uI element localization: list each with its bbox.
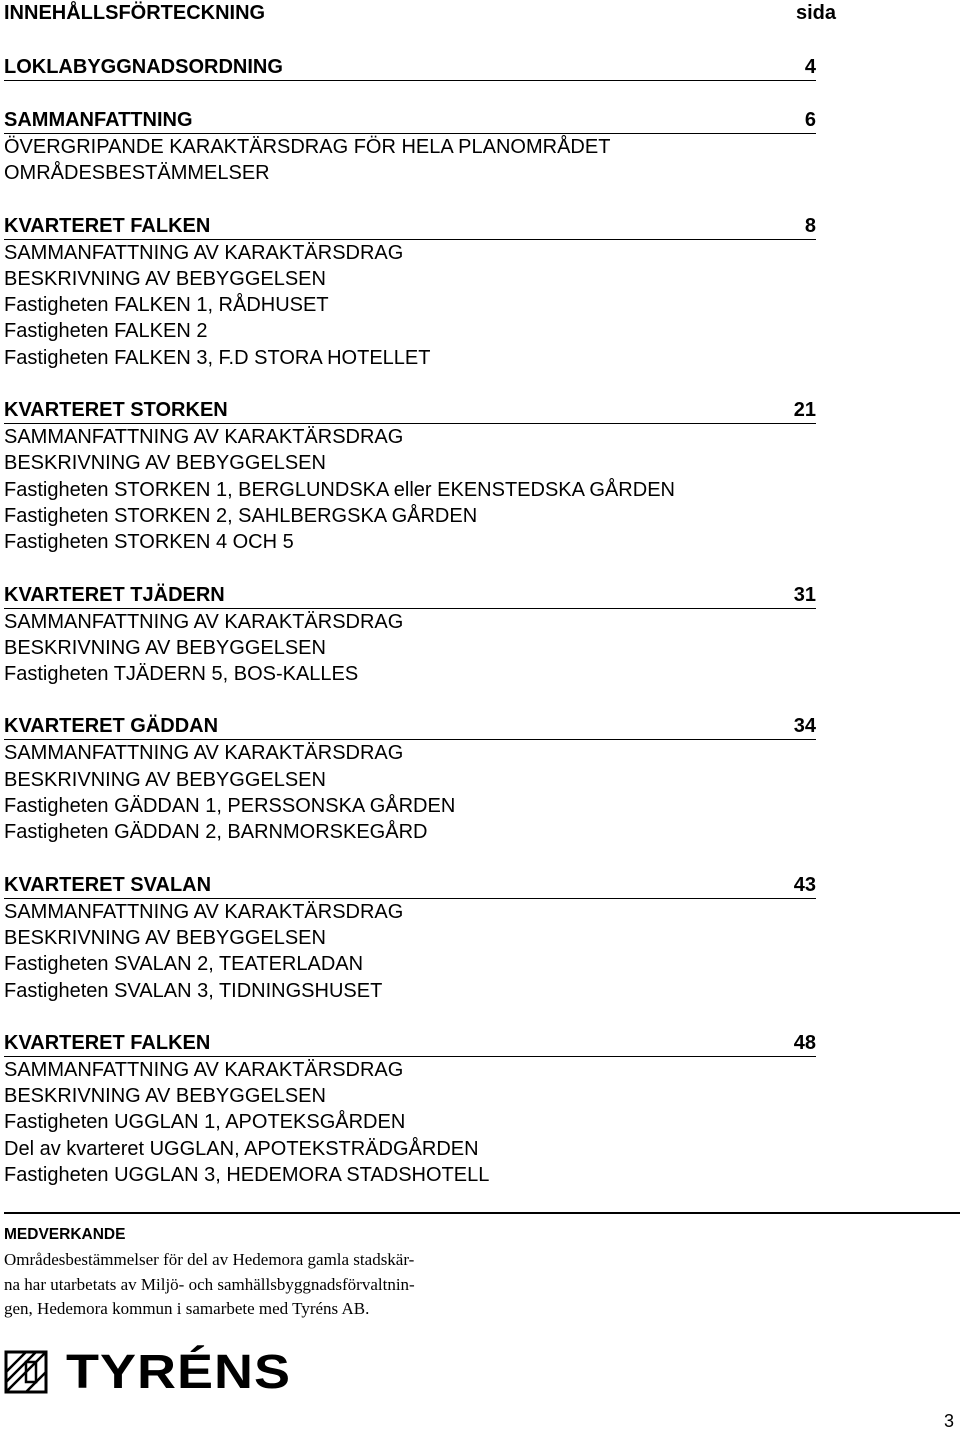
toc-entry: SAMMANFATTNING AV KARAKTÄRSDRAG — [4, 241, 404, 264]
section-page-number: 31 — [793, 583, 816, 606]
toc-entry: Fastigheten STORKEN 1, BERGLUNDSKA eller EKENSTEDSKA GÅRDEN — [4, 478, 675, 501]
toc-entry: ÖVERGRIPANDE KARAKTÄRSDRAG FÖR HELA PLANOMRÅDET — [4, 136, 611, 158]
toc-section — [4, 213, 816, 371]
toc-entry: SAMMANFATTNING AV KARAKTÄRSDRAG — [4, 610, 404, 633]
toc-section-heading — [4, 713, 816, 740]
section-page-number: 4 — [804, 56, 816, 78]
toc-section — [4, 1030, 816, 1188]
toc-entry: Fastigheten GÄDDAN 2, BARNMORSKEGÅRD — [4, 821, 428, 844]
toc-section — [4, 54, 816, 81]
toc-section-heading — [4, 54, 816, 81]
credits-line: Områdesbestämmelser för del av Hedemora gamla stadskär- — [4, 1250, 415, 1269]
section-page-number: 34 — [793, 715, 816, 738]
toc-section — [4, 582, 816, 688]
toc-section-heading — [4, 872, 816, 899]
section-title: KVARTERET GÄDDAN — [4, 715, 219, 738]
toc-entry: SAMMANFATTNING AV KARAKTÄRSDRAG — [4, 742, 404, 765]
toc-entry: Fastigheten FALKEN 3, F.D STORA HOTELLET — [4, 346, 431, 369]
toc-entry: Fastigheten SVALAN 2, TEATERLADAN — [4, 953, 364, 976]
toc-entry: Fastigheten SVALAN 3, TIDNINGSHUSET — [4, 979, 383, 1002]
section-title: SAMMANFATTNING — [4, 109, 193, 131]
toc-section-heading — [4, 1030, 816, 1057]
toc-entry: BESKRIVNING AV BEBYGGELSEN — [4, 267, 326, 290]
section-page-number: 21 — [793, 399, 816, 422]
page-column-label: sida — [795, 2, 836, 24]
credits-line: gen, Hedemora kommun i samarbete med Tyréns AB. — [4, 1299, 370, 1318]
toc-entry: Del av kvarteret UGGLAN, APOTEKSTRÄDGÅRDEN — [4, 1137, 479, 1160]
section-page-number: 8 — [804, 214, 816, 237]
section-page-number: 6 — [804, 109, 816, 131]
tyrens-logo-icon — [4, 1350, 48, 1394]
toc-entry: OMRÅDESBESTÄMMELSER — [4, 162, 270, 185]
toc-entry: Fastigheten FALKEN 1, RÅDHUSET — [4, 294, 329, 317]
toc-entry: Fastigheten FALKEN 2 — [4, 320, 208, 343]
section-title: LOKLABYGGNADSORDNING — [4, 56, 283, 78]
toc-entry: SAMMANFATTNING AV KARAKTÄRSDRAG — [4, 900, 404, 923]
toc-section-heading — [4, 107, 816, 134]
toc-section — [4, 107, 816, 187]
section-title: KVARTERET STORKEN — [4, 399, 228, 422]
section-page-number: 43 — [793, 873, 816, 896]
section-title: KVARTERET SVALAN — [4, 873, 212, 896]
table-of-contents — [4, 54, 816, 1214]
toc-entry: Fastigheten UGGLAN 3, HEDEMORA STADSHOTELL — [4, 1164, 490, 1187]
toc-section — [4, 713, 816, 845]
toc-entry: BESKRIVNING AV BEBYGGELSEN — [4, 636, 326, 659]
toc-entry: BESKRIVNING AV BEBYGGELSEN — [4, 768, 326, 791]
credits-line: na har utarbetats av Miljö- och samhällsbyggnadsförvaltnin- — [4, 1274, 415, 1294]
page-number: 3 — [943, 1411, 954, 1431]
section-title: KVARTERET FALKEN — [4, 214, 211, 237]
credits-title: MEDVERKANDE — [4, 1226, 126, 1243]
toc-section-heading — [4, 582, 816, 609]
toc-entry: SAMMANFATTNING AV KARAKTÄRSDRAG — [4, 426, 404, 449]
credits-text — [4, 1248, 504, 1322]
toc-section — [4, 397, 816, 555]
credits-block — [4, 1212, 960, 1322]
toc-entry: Fastigheten TJÄDERN 5, BOS-KALLES — [4, 663, 359, 686]
section-title: KVARTERET FALKEN — [4, 1031, 211, 1054]
toc-entry: BESKRIVNING AV BEBYGGELSEN — [4, 1085, 326, 1108]
logo-wordmark: TYRÉNS — [66, 1345, 292, 1399]
toc-entry: Fastigheten UGGLAN 1, APOTEKSGÅRDEN — [4, 1111, 406, 1134]
section-page-number: 48 — [793, 1031, 816, 1054]
toc-entry: SAMMANFATTNING AV KARAKTÄRSDRAG — [4, 1058, 404, 1081]
toc-section-heading — [4, 397, 816, 424]
toc-entry: Fastigheten STORKEN 4 OCH 5 — [4, 531, 294, 554]
toc-entry: Fastigheten GÄDDAN 1, PERSSONSKA GÅRDEN — [4, 795, 456, 818]
toc-entry: Fastigheten STORKEN 2, SAHLBERGSKA GÅRDEN — [4, 504, 478, 527]
toc-entry: BESKRIVNING AV BEBYGGELSEN — [4, 926, 326, 949]
section-title: KVARTERET TJÄDERN — [4, 583, 225, 606]
toc-header — [4, 2, 836, 28]
toc-section-heading — [4, 213, 816, 240]
toc-title: INNEHÅLLSFÖRTECKNING — [4, 2, 266, 24]
toc-entry: BESKRIVNING AV BEBYGGELSEN — [4, 452, 326, 475]
toc-section — [4, 872, 816, 1004]
tyrens-logo — [4, 1344, 291, 1400]
